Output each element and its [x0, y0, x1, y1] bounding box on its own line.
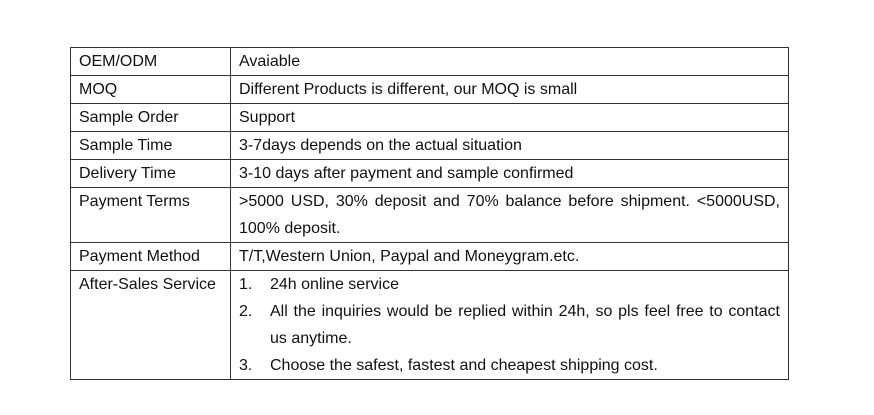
- list-item: [239, 271, 780, 298]
- table-row: [71, 76, 789, 104]
- list-number: 1.: [239, 276, 253, 293]
- row-value: Avaiable: [231, 48, 789, 76]
- row-value: T/T,Western Union, Paypal and Moneygram.etc.: [231, 243, 789, 271]
- list-item: [239, 352, 780, 379]
- row-label: Delivery Time: [71, 160, 231, 188]
- list-text: All the inquiries would be replied within 24h, so pls feel free to contact us anytime.: [270, 303, 780, 347]
- row-value: >5000 USD, 30% deposit and 70% balance before shipment. <5000USD, 100% deposit.: [231, 188, 789, 243]
- row-value: 3-10 days after payment and sample confirmed: [231, 160, 789, 188]
- row-label: Sample Time: [71, 132, 231, 160]
- table-row: [71, 243, 789, 271]
- row-value: 3-7days depends on the actual situation: [231, 132, 789, 160]
- list-text: 24h online service: [270, 276, 399, 293]
- table-row: [71, 132, 789, 160]
- row-label: Payment Method: [71, 243, 231, 271]
- table-row: [71, 188, 789, 243]
- row-value: Support: [231, 104, 789, 132]
- row-value: Different Products is different, our MOQ is small: [231, 76, 789, 104]
- row-label: OEM/ODM: [71, 48, 231, 76]
- row-label: Payment Terms: [71, 188, 231, 243]
- list-item: [239, 298, 780, 352]
- list-number: 2.: [239, 303, 253, 320]
- list-number: 3.: [239, 357, 253, 374]
- table-row: [71, 271, 789, 380]
- row-label: MOQ: [71, 76, 231, 104]
- table-row: [71, 104, 789, 132]
- row-label: After-Sales Service: [71, 271, 231, 380]
- product-spec-table: [70, 47, 789, 380]
- after-sales-list: [231, 271, 789, 380]
- table-row: [71, 48, 789, 76]
- list-text: Choose the safest, fastest and cheapest shipping cost.: [270, 357, 658, 374]
- table-row: [71, 160, 789, 188]
- row-label: Sample Order: [71, 104, 231, 132]
